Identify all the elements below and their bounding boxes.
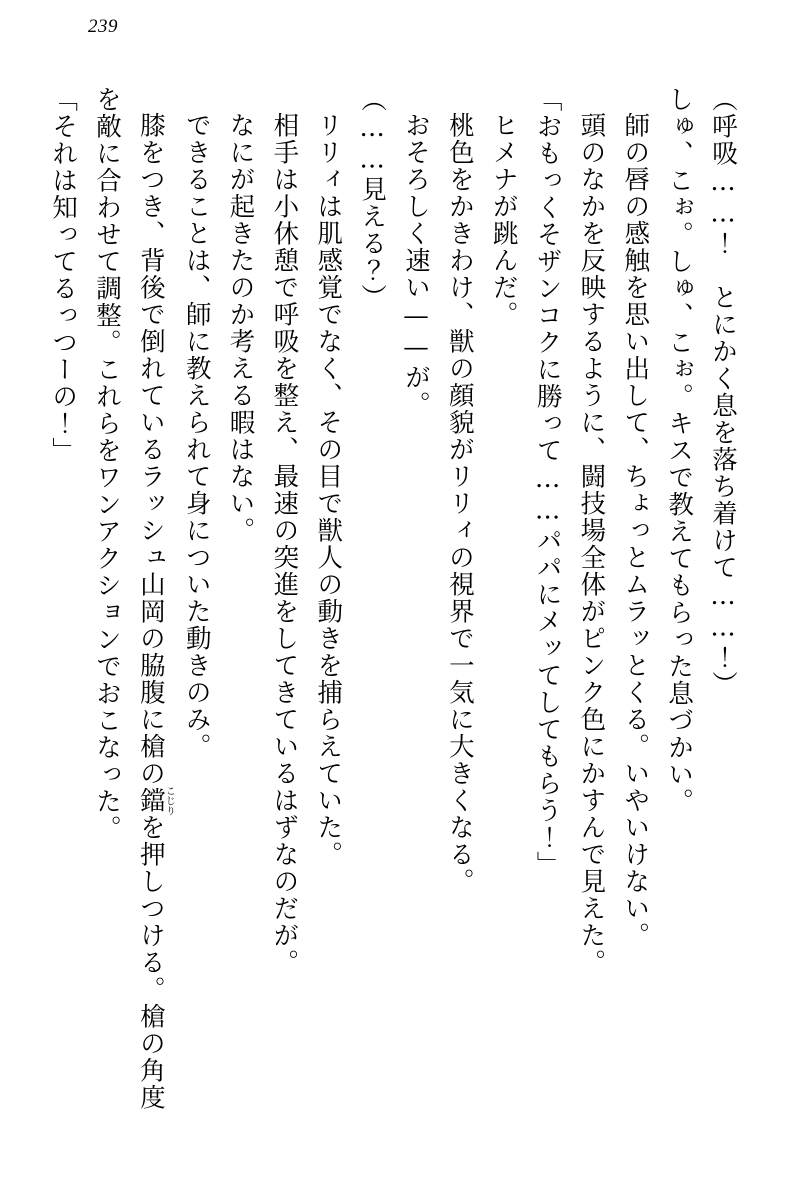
paragraph: （……見える？） <box>357 86 388 311</box>
paragraph: しゅ、こぉ。しゅ、こぉ。キスで教えてもらった息づかい。 <box>664 86 695 815</box>
paragraph: おそろしく速い——が。 <box>400 111 431 418</box>
body-text-vertical <box>48 86 744 1160</box>
paragraph: リリィは肌感覚でなく、その目で獣人の動きを捕らえていた。 <box>313 111 344 868</box>
paragraph: を敵に合わせて調整。これらをワンアクションでおこなった。 <box>91 86 122 842</box>
paragraph: 「おもっくそザンコクに勝って……パパにメッてしてもらう！」 <box>532 86 563 878</box>
paragraph: できることは、師に教えられて身についた動きのみ。 <box>181 111 212 760</box>
paragraph: 頭のなかを反映するように、闘技場全体がピンク色にかすんで見えた。 <box>576 111 607 976</box>
paragraph: 桃色をかきわけ、獣の顔貌がリリィの視界で一気に大きくなる。 <box>444 111 475 895</box>
ruby-reading: こじり <box>163 785 175 815</box>
page-number: 239 <box>88 16 118 37</box>
paragraph: （呼吸……！ とにかく息を落ち着けて……！） <box>708 86 738 698</box>
paragraph: 相手は小休憩で呼吸を整え、最速の突進をしてきているはずなのだが。 <box>269 111 300 976</box>
paragraph: 「それは知ってるっつーの！」 <box>48 86 79 464</box>
paragraph: なにが起きたのか考える暇はない。 <box>225 111 256 544</box>
paragraph-with-ruby: 膝をつき、背後で倒れているラッシュ山岡の脇腹に槍の鐺こじりを押しつける。槍の角度 <box>135 111 175 1111</box>
paragraph: 師の唇の感触を思い出して、ちょっとムラッとくる。いやいけない。 <box>620 111 651 949</box>
ruby-annotation: 鐺こじり <box>135 785 175 815</box>
paragraph: ヒメナが跳んだ。 <box>488 111 519 328</box>
